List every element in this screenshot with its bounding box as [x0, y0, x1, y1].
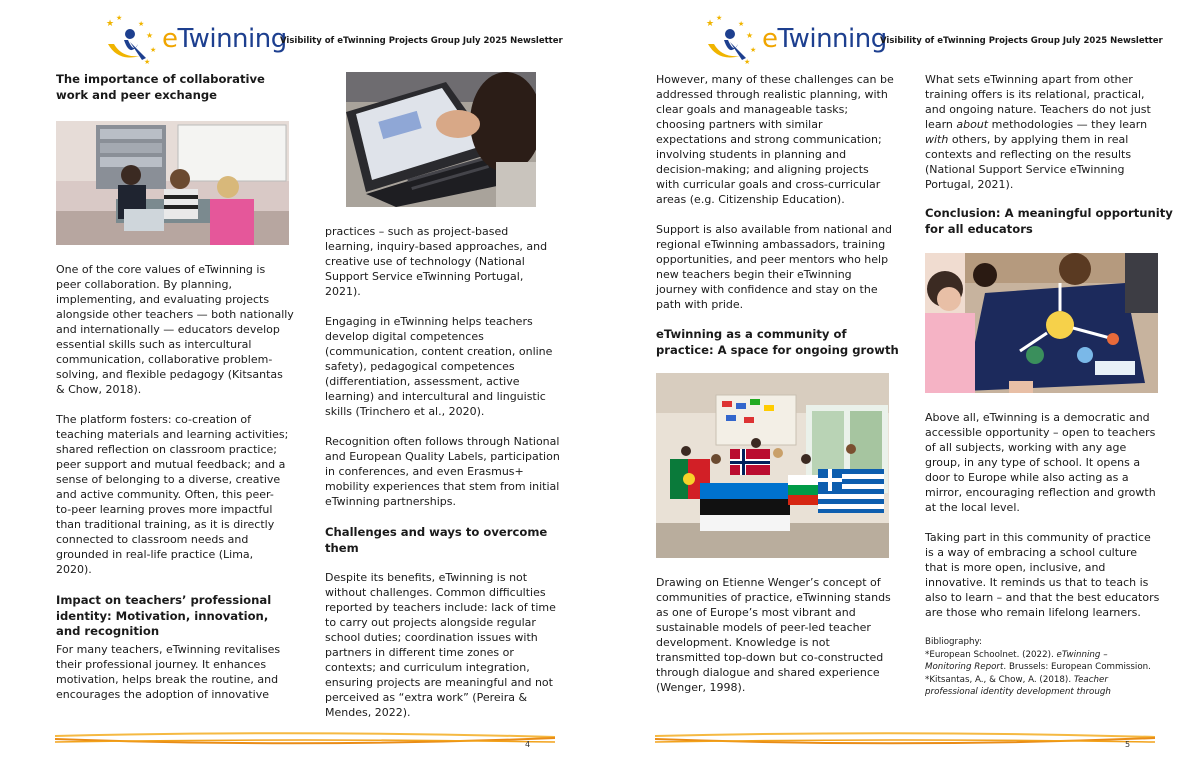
text-line: and internationally — educators develop	[56, 323, 280, 336]
text-line: and ongoing nature. Teachers do not just	[925, 103, 1151, 116]
text-line: However, many of these challenges can be	[656, 73, 894, 86]
paragraph-recognition	[325, 434, 565, 509]
text-line: implementing, and evaluating projects	[56, 293, 270, 306]
page-number: 4	[525, 740, 531, 749]
text-line: Portugal, 2021).	[925, 178, 1014, 191]
heading-collaborative-work	[56, 72, 296, 103]
text-line: new teachers begin their eTwinning	[656, 268, 852, 281]
svg-text:★: ★	[146, 31, 154, 40]
text-line: decision-making; and aligning projects	[656, 163, 869, 176]
text-line: For many teachers, eTwinning revitalises	[56, 643, 281, 656]
text-line: partners in different time zones or	[325, 646, 514, 659]
svg-text:★: ★	[138, 20, 145, 28]
text-run: others, by applying them in real	[948, 133, 1129, 146]
logo-e: e	[162, 24, 178, 54]
newsletter-title: Visibility of eTwinning Projects Group July 2025 Newsletter	[280, 36, 563, 46]
text-line: without challenges. Common difficulties	[325, 586, 546, 599]
paragraph-wenger	[656, 575, 901, 695]
text-line: opportunities, and peer mentors who help	[656, 253, 889, 266]
text-line	[925, 132, 1165, 147]
text-line: grounded in real-life practice (Lima,	[56, 548, 254, 561]
bibliography-entry	[925, 674, 1187, 687]
text-line: mirror, encouraging reflection and growth	[925, 486, 1156, 499]
paragraph-digital-competences	[325, 314, 565, 419]
text-line: with curricular goals and cross-curricular	[656, 178, 881, 191]
logo-e: e	[762, 24, 778, 54]
text-run: learn	[925, 118, 957, 131]
text-line: Despite its benefits, eTwinning is not	[325, 571, 528, 584]
paragraph-difficulties	[325, 570, 565, 720]
text-run-italic: about	[956, 118, 989, 131]
text-line: journey with confidence and stay on the	[656, 283, 878, 296]
svg-text:★: ★	[150, 46, 157, 54]
heading-line: and recognition	[56, 624, 160, 638]
text-line: connected to classroom needs and	[56, 533, 249, 546]
text-line: transmitted top-down but co-constructed	[656, 651, 884, 664]
paragraph-practices	[325, 224, 565, 299]
text-line: peer collaboration. By planning,	[56, 278, 232, 291]
text-line: The platform fosters: co-creation of	[56, 413, 252, 426]
text-line: their professional journey. It enhances	[56, 658, 267, 671]
bibliography-entry-cont	[925, 661, 1187, 674]
text-line: skills (Trinchero et al., 2020).	[325, 405, 485, 418]
heading-line: them	[325, 540, 359, 555]
heading-line: work and peer exchange	[56, 87, 218, 102]
text-line: to-peer learning proves more impactful	[56, 503, 273, 516]
text-line: communication, collaborative problem-	[56, 353, 273, 366]
etwinning-logo	[700, 14, 887, 66]
heading-community-of-practice	[656, 327, 906, 358]
text-line: essential skills such as intercultural	[56, 338, 252, 351]
text-line: encourages the adoption of innovative	[56, 688, 270, 701]
text-line: alongside other teachers — both nationally	[56, 308, 294, 321]
text-line: group, in any type of school. It opens a	[925, 456, 1141, 469]
text-line: is a way of embracing a school culture	[925, 546, 1138, 559]
photo-children-activity	[925, 253, 1158, 393]
paragraph-taking-part	[925, 530, 1170, 620]
svg-text:★: ★	[144, 58, 151, 66]
text-line: 2021).	[325, 285, 361, 298]
text-run: *European Schoolnet. (2022).	[925, 649, 1057, 660]
text-line: What sets eTwinning apart from other	[925, 73, 1133, 86]
svg-text:★: ★	[716, 14, 723, 22]
text-line: eTwinning partnerships.	[325, 495, 456, 508]
text-line: Drawing on Etienne Wenger’s concept of	[656, 576, 881, 589]
text-line: & Chow, 2018).	[56, 383, 142, 396]
heading-impact-identity	[56, 593, 296, 640]
text-line: addressed through realistic planning, with	[656, 88, 888, 101]
text-line: mobility experiences that stem from initial	[325, 480, 560, 493]
text-run-italic: with	[925, 133, 949, 146]
text-line: reported by teachers include: lack of time	[325, 601, 556, 614]
text-line: Above all, eTwinning is a democratic and	[925, 411, 1150, 424]
text-line: are those who remain lifelong learners.	[925, 606, 1141, 619]
text-line: develop digital competences	[325, 330, 484, 343]
text-run-italic: professional identity development through	[925, 687, 1111, 697]
photo-teachers-at-laptop	[56, 121, 289, 245]
bibliography	[925, 636, 1187, 699]
text-line: Mendes, 2022).	[325, 706, 411, 719]
text-line: communities of practice, eTwinning stands	[656, 591, 891, 604]
text-line: and active community. Often, this peer-	[56, 488, 274, 501]
svg-text:★: ★	[706, 19, 715, 29]
footer-wave-decoration	[55, 728, 555, 750]
text-line: path with pride.	[656, 298, 744, 311]
text-line: development. Knowledge is not	[656, 636, 830, 649]
newsletter-page-5	[600, 0, 1200, 776]
heading-line: Challenges and ways to overcome	[325, 525, 548, 539]
text-line: learning, inquiry-based approaches, and	[325, 240, 548, 253]
text-line: shared reflection on classroom practice;	[56, 443, 277, 456]
text-line: Support is also available from national and	[656, 223, 893, 236]
footer-wave-decoration	[655, 728, 1155, 750]
text-line: Engaging in eTwinning helps teachers	[325, 315, 533, 328]
bibliography-entry-cont	[925, 686, 1187, 699]
heading-line: Conclusion: A meaningful opportunity	[925, 206, 1173, 220]
text-line: sustainable models of peer-led teacher	[656, 621, 871, 634]
photo-teachers-with-flags	[656, 373, 889, 558]
photo-student-tablet	[346, 72, 536, 207]
heading-line: for all educators	[925, 221, 1033, 236]
text-line: practices – such as project-based	[325, 225, 509, 238]
text-line: regional eTwinning ambassadors, training	[656, 238, 886, 251]
paragraph-platform-fosters	[56, 412, 296, 577]
text-line: and European Quality Labels, participation	[325, 450, 560, 463]
text-line: sense of belonging to a diverse, creative	[56, 473, 281, 486]
paragraph-what-sets-apart	[925, 72, 1165, 192]
heading-line: The importance of collaborative	[56, 72, 265, 86]
paragraph-realistic-planning	[656, 72, 896, 207]
newsletter-title: Visibility of eTwinning Projects Group July 2025 Newsletter	[880, 36, 1163, 46]
logo-word: Twinning	[177, 24, 287, 54]
text-line: choosing partners with similar	[656, 118, 823, 131]
text-line: peer support and mutual feedback; and a	[56, 458, 286, 471]
text-line: Support Service eTwinning Portugal,	[325, 270, 524, 283]
bibliography-title: Bibliography:	[925, 637, 982, 647]
etwinning-logo-icon	[100, 14, 162, 66]
logo-wordmark	[162, 24, 287, 54]
text-line: contexts and reflecting on the results	[925, 148, 1132, 161]
text-line	[925, 117, 1165, 132]
text-run: . Brussels: European Commission.	[1003, 662, 1151, 672]
text-line: (differentiation, assessment, active	[325, 375, 520, 388]
text-line: that is more open, inclusive, and	[925, 561, 1106, 574]
etwinning-logo-icon	[700, 14, 762, 66]
text-run-italic: eTwinning –	[1056, 649, 1108, 660]
svg-text:★: ★	[106, 19, 115, 29]
paragraph-support-ambassadors	[656, 222, 896, 312]
paragraph-revitalises	[56, 642, 296, 702]
heading-challenges	[325, 525, 565, 556]
text-line: clear goals and manageable tasks;	[656, 103, 849, 116]
svg-text:★: ★	[746, 31, 754, 40]
text-line: perceived as “extra work” (Pereira &	[325, 691, 528, 704]
text-line: Taking part in this community of practice	[925, 531, 1151, 544]
svg-text:★: ★	[116, 14, 123, 22]
bibliography-entry	[925, 649, 1187, 662]
text-line: door to Europe while also acting as a	[925, 471, 1129, 484]
text-run: methodologies — they learn	[988, 118, 1148, 131]
text-line: (communication, content creation, online	[325, 345, 553, 358]
heading-line: Impact on teachers’ professional	[56, 593, 272, 607]
text-line: safety), pedagogical competences	[325, 360, 515, 373]
text-line: One of the core values of eTwinning is	[56, 263, 266, 276]
text-line: ensuring projects are meaningful and not	[325, 676, 553, 689]
paragraph-core-values	[56, 262, 296, 397]
text-line: solving, and flexible pedagogy (Kitsantas	[56, 368, 283, 381]
text-run-italic: Teacher	[1073, 674, 1108, 685]
text-line: creative use of technology (National	[325, 255, 525, 268]
heading-line: identity: Motivation, innovation,	[56, 608, 269, 623]
text-line: than traditional training, as it is directly	[56, 518, 275, 531]
text-line: involving students in planning and	[656, 148, 847, 161]
text-line: (National Support Service eTwinning	[925, 163, 1125, 176]
text-run: *Kitsantas, A., & Chow, A. (2018).	[925, 674, 1074, 685]
etwinning-logo	[100, 14, 287, 66]
text-line: accessible opportunity – open to teachers	[925, 426, 1156, 439]
text-line: through dialogue and shared experience	[656, 666, 880, 679]
text-line: school duties; coordination issues with	[325, 631, 538, 644]
paragraph-democratic-opportunity	[925, 410, 1165, 515]
text-line: contexts; and curriculum integration,	[325, 661, 530, 674]
text-line: learning) and intercultural and linguistic	[325, 390, 546, 403]
text-line: of all subjects, working with any age	[925, 441, 1127, 454]
text-line: innovative. It reminds us that to teach is	[925, 576, 1149, 589]
text-line: to carry out projects alongside regular	[325, 616, 536, 629]
svg-text:★: ★	[738, 20, 745, 28]
logo-word: Twinning	[777, 24, 887, 54]
text-line: (Wenger, 1998).	[656, 681, 746, 694]
logo-wordmark	[762, 24, 887, 54]
text-line: 2020).	[56, 563, 92, 576]
text-line: teaching materials and learning activities;	[56, 428, 289, 441]
text-line: as one of Europe’s most vibrant and	[656, 606, 856, 619]
heading-line: practice: A space for ongoing growth	[656, 342, 899, 357]
text-line: in conferences, and even Erasmus+	[325, 465, 524, 478]
text-line: areas (e.g. Citizenship Education).	[656, 193, 845, 206]
text-line: expectations and strong communication;	[656, 133, 882, 146]
text-line: Recognition often follows through National	[325, 435, 560, 448]
svg-text:★: ★	[750, 46, 757, 54]
text-run-italic: Monitoring Report	[925, 662, 1004, 672]
text-line: at the local level.	[925, 501, 1020, 514]
text-line: training offers is its relational, practical,	[925, 88, 1145, 101]
heading-line: eTwinning as a community of	[656, 327, 847, 341]
page-number: 5	[1125, 740, 1131, 749]
heading-conclusion	[925, 206, 1180, 237]
text-line: motivation, helps break the routine, and	[56, 673, 279, 686]
svg-text:★: ★	[744, 58, 751, 66]
text-line: also to learn – and that the best educators	[925, 591, 1160, 604]
